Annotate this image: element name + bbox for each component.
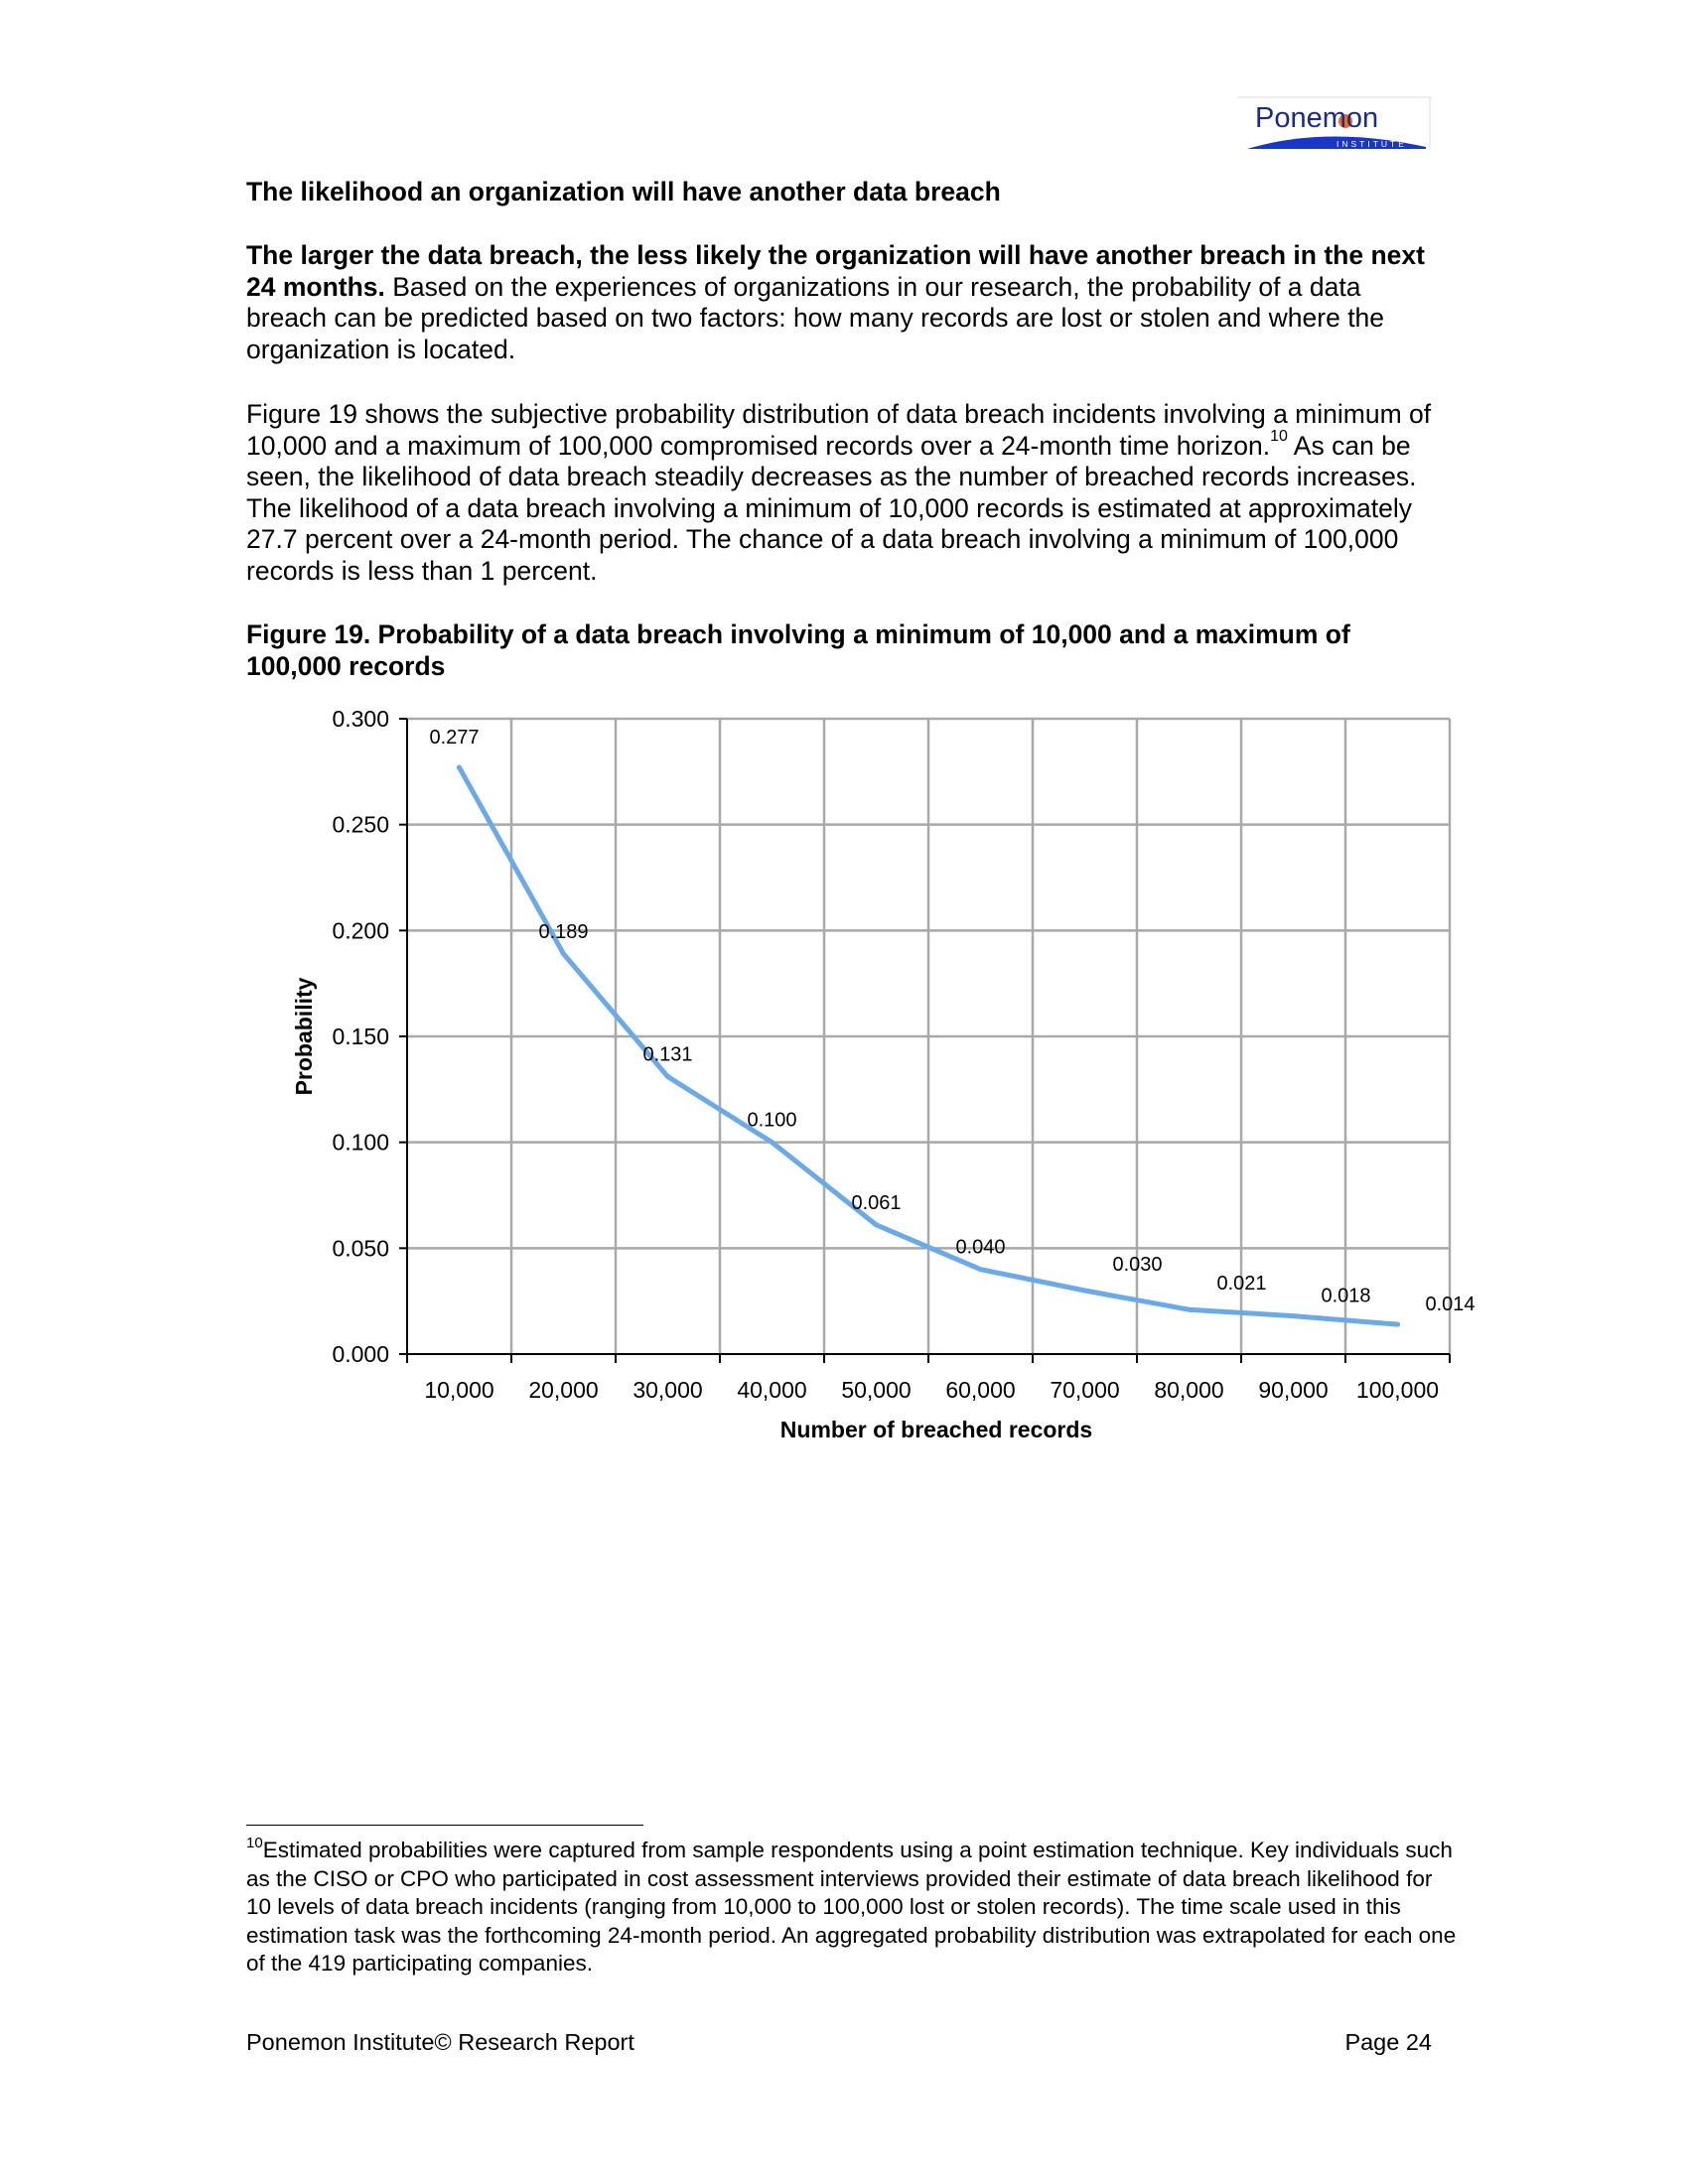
data-point: [874, 1222, 879, 1227]
data-point: [1395, 1322, 1400, 1327]
ponemon-logo: [1237, 95, 1432, 151]
data-label: 0.131: [642, 1043, 693, 1066]
section-title: The likelihood an organization will have another data breach: [246, 177, 1001, 206]
data-label: 0.040: [955, 1236, 1006, 1259]
paragraph-1-lead: The larger the data breach, the less likely the organization will have another breach in the next 24 months.: [246, 240, 1425, 302]
x-tick-label: 10,000: [424, 1377, 494, 1403]
logo-name: Ponemon: [1255, 102, 1379, 134]
x-tick-label: 50,000: [841, 1377, 912, 1403]
x-tick-label: 30,000: [633, 1377, 703, 1403]
footnote: [246, 1837, 1458, 1979]
paragraph-1: [246, 240, 1438, 365]
paragraph-2: [246, 399, 1438, 587]
x-tick-label: 80,000: [1154, 1377, 1224, 1403]
data-label: 0.018: [1321, 1285, 1371, 1307]
footer-page-number: Page 24: [1344, 2029, 1432, 2055]
data-point: [457, 765, 462, 770]
figure-caption: Figure 19. Probability of a data breach involving a minimum of 10,000 and a maximum of 100,000 records: [246, 619, 1350, 681]
paragraph-2-part2: As can be seen, the likelihood of data breach steadily decreases as the number of breached records increases. The likelihood of a data breach involving a minimum of 10,000 records is estimated at approximately 27.7 percent over a 24-month period. The chance of a data breach involving a minimum of 100,000 records is less than 1 percent.: [246, 430, 1417, 586]
y-tick-label: 0.100: [332, 1129, 389, 1156]
footnote-text: Estimated probabilities were captured from sample respondents using a point estimation technique. Key individuals such as the CISO or CPO who participated in cost assessment interviews provided their estimate of data breach likelihood for 10 levels of data breach incidents (ranging from 10,000 to 100,000 lost or stolen records). The time scale used in this estimation task was the forthcoming 24-month period. An aggregated probability distribution was extrapolated for each one of the 419 participating companies.: [246, 1838, 1457, 1976]
x-tick-label: 90,000: [1258, 1377, 1329, 1403]
y-axis-title: Probability: [291, 977, 317, 1096]
data-label: 0.014: [1425, 1294, 1476, 1316]
logo-subtitle: INSTITUTE: [1336, 139, 1407, 149]
y-tick-label: 0.250: [332, 811, 389, 838]
y-tick-label: 0.300: [332, 706, 389, 732]
chart-axes: [399, 719, 1450, 1363]
data-point: [1291, 1313, 1296, 1318]
data-point: [770, 1140, 774, 1145]
paragraph-2-part1: Figure 19 shows the subjective probability distribution of data breach incidents involving a minimum of 10,000 and a maximum of 100,000 compromised records over a 24-month time horizon.: [246, 399, 1432, 461]
footnote-ref[interactable]: 10: [1270, 427, 1288, 445]
x-tick-label: 70,000: [1050, 1377, 1120, 1403]
paragraph-1-body: Based on the experiences of organizations in our research, the probability of a data breach can be predicted based on two factors: how many records are lost or stolen and where the organization is located.: [246, 271, 1385, 364]
y-tick-label: 0.050: [332, 1235, 389, 1262]
data-point: [978, 1267, 983, 1272]
footnote-number: 10: [246, 1835, 263, 1851]
x-axis-title: Number of breached records: [779, 1417, 1093, 1442]
y-tick-label: 0.150: [332, 1024, 389, 1049]
data-label: 0.030: [1112, 1254, 1163, 1276]
footer-report-title: Ponemon Institute© Research Report: [246, 2029, 634, 2055]
data-label: 0.277: [429, 727, 480, 750]
data-label: 0.100: [747, 1109, 797, 1132]
x-tick-label: 40,000: [737, 1377, 807, 1403]
data-label: 0.021: [1216, 1273, 1267, 1296]
chart-gridlines: [407, 719, 1450, 1354]
data-label: 0.061: [851, 1191, 902, 1214]
data-point: [665, 1074, 670, 1079]
data-point: [1187, 1307, 1192, 1312]
x-tick-label: 100,000: [1355, 1377, 1440, 1403]
y-tick-label: 0.000: [332, 1341, 389, 1367]
footnote-divider: [246, 1825, 643, 1826]
series-line: [460, 767, 1398, 1324]
chart-labels: [291, 706, 1476, 1442]
data-label: 0.189: [538, 920, 589, 943]
data-point: [1082, 1289, 1087, 1294]
x-tick-label: 60,000: [945, 1377, 1016, 1403]
y-tick-label: 0.200: [332, 917, 389, 944]
x-tick-label: 20,000: [528, 1377, 599, 1403]
chart-series: [457, 765, 1400, 1327]
data-point: [561, 951, 566, 956]
